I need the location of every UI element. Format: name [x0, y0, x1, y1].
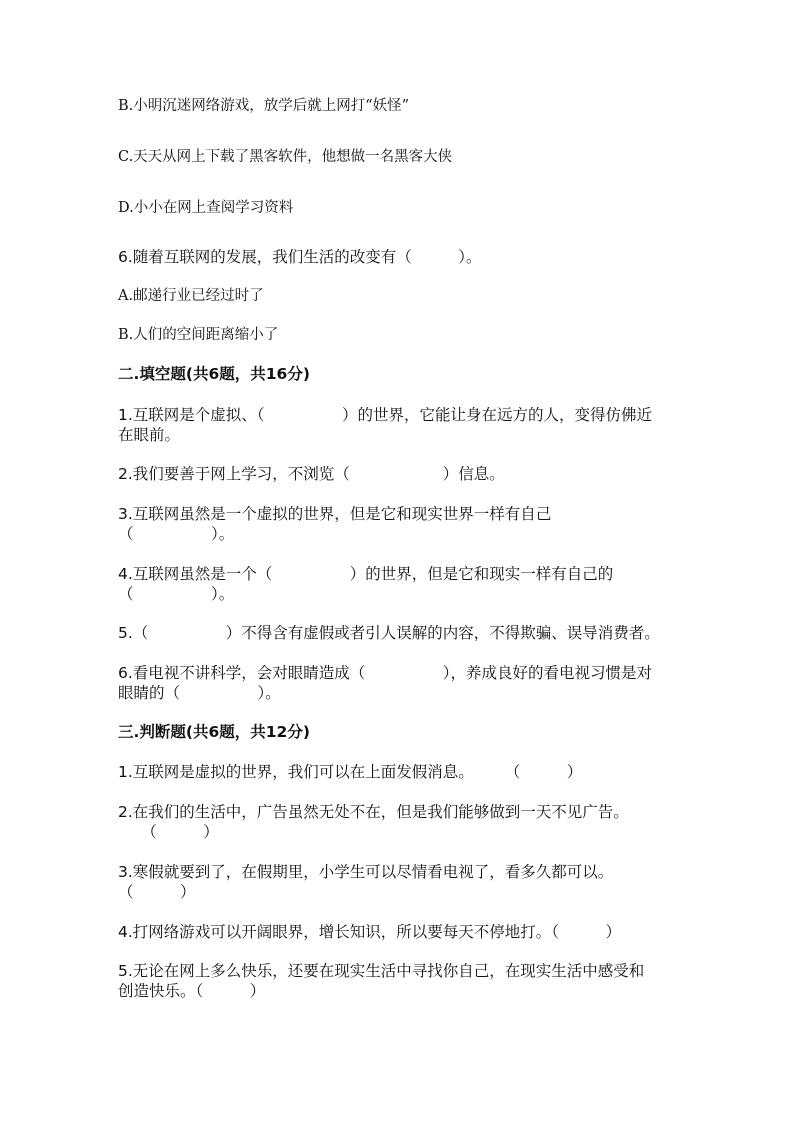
tf-q5-line1: 5.无论在网上多么快乐，还要在现实生活中寻找你自己，在现实生活中感受和 [118, 962, 645, 980]
tf-q2-line2: （ ） [118, 823, 219, 841]
fill-q6-line2: 眼睛的（ ）。 [118, 684, 281, 702]
section-true-false-heading: 三.判断题(共6题，共12分) [118, 723, 310, 741]
fill-q5: 5.（ ）不得含有虚假或者引人误解的内容，不得欺骗、误导消费者。 [118, 624, 660, 642]
q6-option-a: A.邮递行业已经过时了 [118, 288, 264, 304]
mc-question-6-stem: 6.随着互联网的发展，我们生活的改变有（ ）。 [118, 248, 482, 266]
tf-q3-line1: 3.寒假就要到了，在假期里，小学生可以尽情看电视了，看多久都可以。 [118, 863, 614, 881]
fill-q6-line1: 6.看电视不讲科学，会对眼睛造成（ ），养成良好的看电视习惯是对 [118, 664, 653, 682]
q5-option-c: C.天天从网上下载了黑客软件，他想做一名黑客大侠 [118, 149, 453, 165]
section-fill-blank-heading: 二.填空题(共6题，共16分) [118, 365, 310, 383]
fill-q3-line1: 3.互联网虽然是一个虚拟的世界，但是它和现实世界一样有自己 [118, 505, 552, 523]
tf-q4: 4.打网络游戏可以开阔眼界，增长知识，所以要每天不停地打。（ ） [118, 923, 622, 941]
tf-q2-line1: 2.在我们的生活中，广告虽然无处不在，但是我们能够做到一天不见广告。 [118, 803, 629, 821]
q5-option-d: D.小小在网上查阅学习资料 [118, 200, 294, 216]
q6-option-b: B.人们的空间距离缩小了 [118, 327, 279, 343]
tf-q1: 1.互联网是虚拟的世界，我们可以在上面发假消息。 （ ） [118, 763, 583, 781]
fill-q1-line1: 1.互联网是个虚拟、（ ）的世界，它能让身在远方的人，变得仿佛近 [118, 406, 653, 424]
q5-option-b: B.小明沉迷网络游戏，放学后就上网打“妖怪” [118, 98, 410, 114]
fill-q1-line2: 在眼前。 [118, 426, 181, 444]
fill-q4-line2: （ ）。 [118, 585, 235, 603]
fill-q4-line1: 4.互联网虽然是一个（ ）的世界，但是它和现实一样有自己的 [118, 565, 614, 583]
tf-q3-line2: （ ） [118, 883, 196, 901]
fill-q2: 2.我们要善于网上学习，不浏览（ ）信息。 [118, 465, 505, 483]
fill-q3-line2: （ ）。 [118, 525, 235, 543]
tf-q5-line2: 创造快乐。（ ） [118, 982, 266, 1000]
